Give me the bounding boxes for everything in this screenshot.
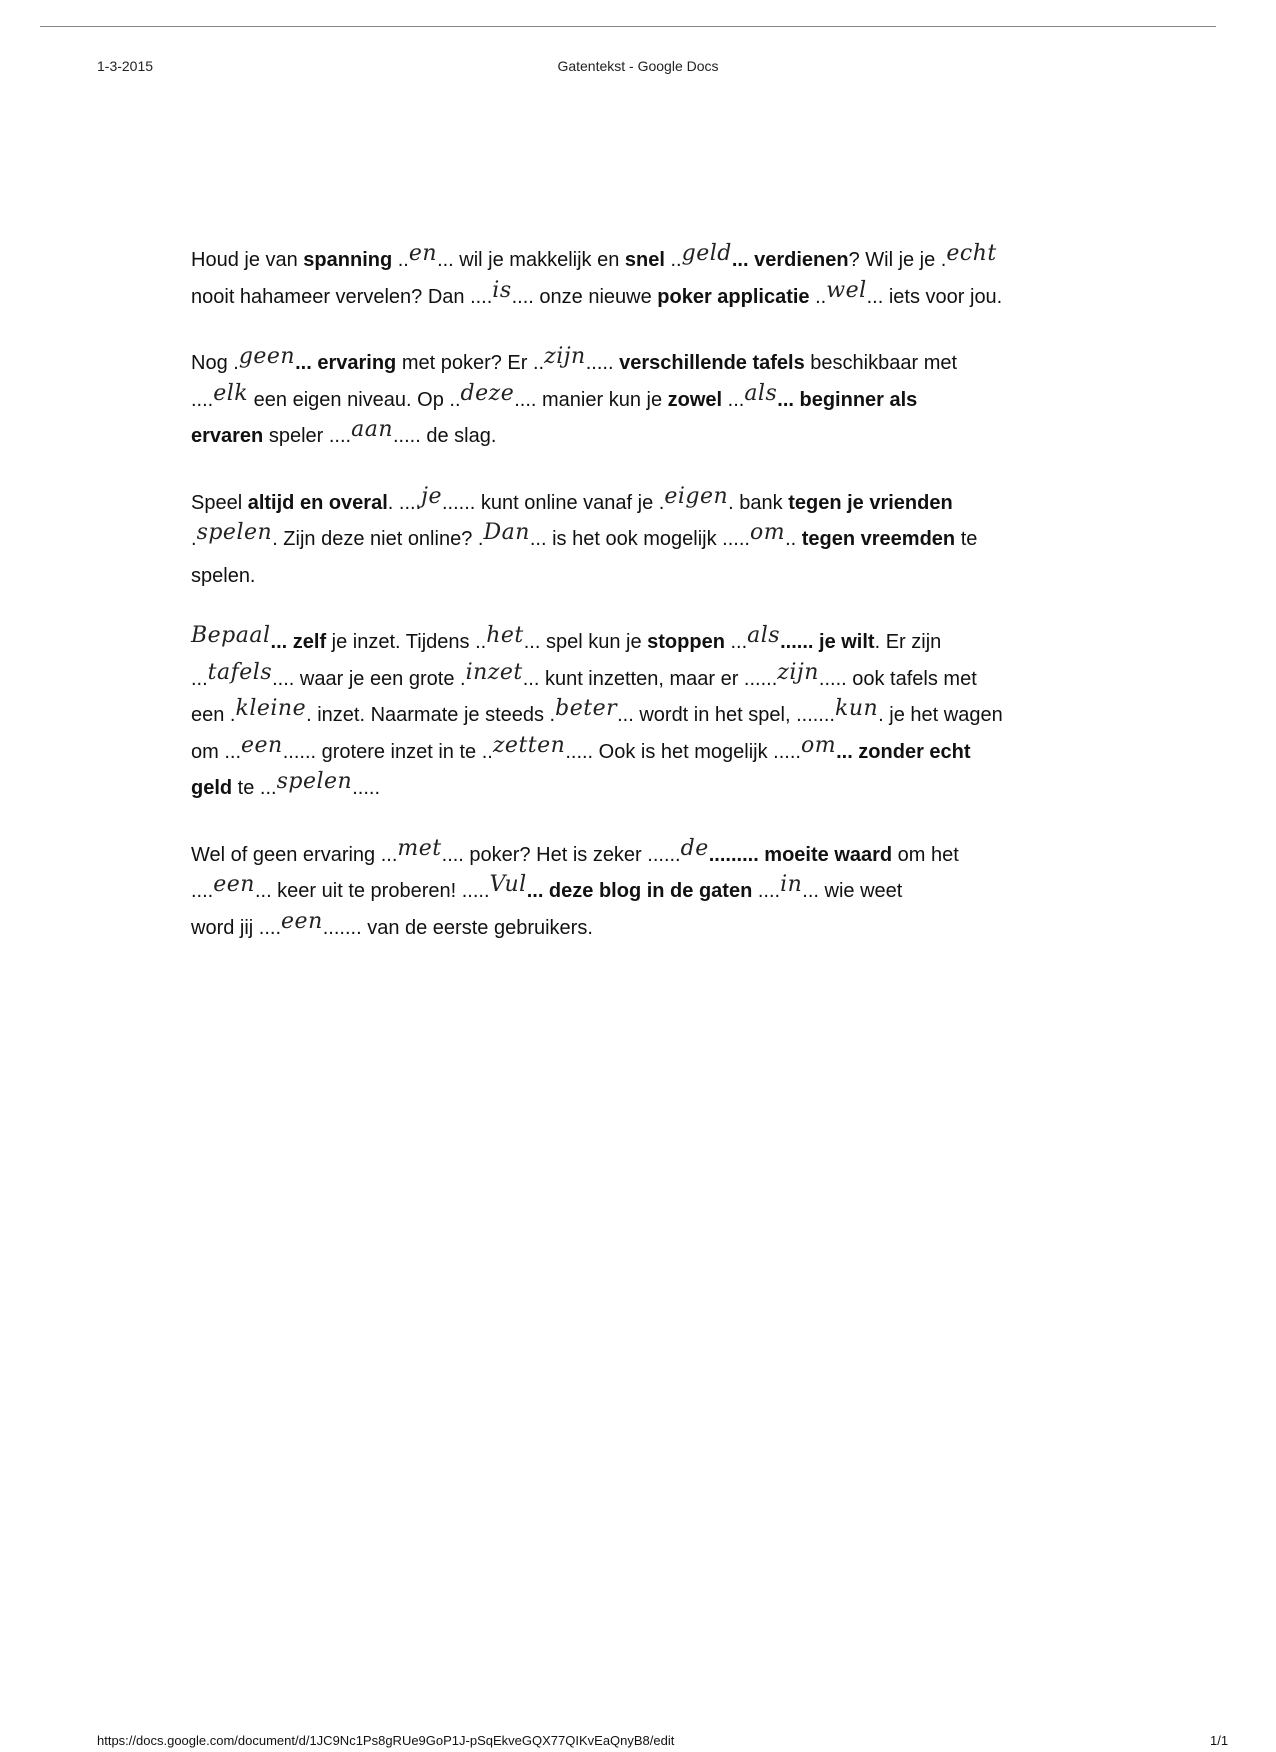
- text-segment: om ...: [191, 740, 242, 763]
- handwritten-answer: Dan: [483, 520, 530, 545]
- handwritten-answer: met: [397, 835, 442, 861]
- bold-text: altijd en overal: [247, 491, 388, 514]
- text-segment: ... iets voor jou.: [866, 285, 1003, 308]
- text-segment: met poker? Er ..: [396, 352, 545, 374]
- handwritten-answer: tafels: [207, 659, 273, 685]
- bold-text: ...... je wilt: [780, 631, 875, 653]
- text-segment: ..: [785, 528, 802, 550]
- text-segment: ...: [722, 388, 745, 411]
- document-body: [191, 242, 1151, 976]
- handwritten-answer: aan: [351, 417, 393, 442]
- text-segment: . ....: [387, 491, 422, 514]
- bold-text: ......... moeite waard: [708, 843, 893, 866]
- text-line: [191, 521, 1151, 558]
- handwritten-answer: inzet: [465, 659, 523, 685]
- text-segment: ... keer uit te proberen! .....: [254, 880, 490, 902]
- handwritten-answer: zetten: [492, 732, 566, 758]
- text-segment: een eigen niveau. Op ..: [248, 388, 461, 411]
- text-segment: ..: [809, 285, 827, 308]
- print-date: 1-3-2015: [97, 58, 154, 74]
- document-title: Gatentekst - Google Docs: [557, 58, 719, 74]
- handwritten-answer: de: [680, 835, 709, 861]
- handwritten-answer: is: [492, 277, 512, 303]
- handwritten-answer: zijn: [544, 344, 586, 369]
- text-segment: ..... de slag.: [393, 425, 497, 447]
- handwritten-answer: eigen: [664, 483, 729, 509]
- bold-text: geld: [191, 777, 233, 799]
- text-segment: . je het wagen: [878, 704, 1003, 726]
- handwritten-answer: spelen: [196, 520, 273, 545]
- bold-text: stoppen: [647, 631, 725, 653]
- bold-text: ... zonder echt: [836, 740, 971, 763]
- text-segment: .... onze nieuwe: [511, 285, 658, 308]
- handwritten-answer: in: [780, 872, 803, 897]
- text-segment: .: [191, 528, 197, 550]
- text-segment: word jij ....: [191, 916, 282, 939]
- handwritten-answer: beter: [555, 696, 618, 721]
- handwritten-answer: een: [241, 732, 283, 758]
- text-segment: ... wie weet: [802, 880, 903, 902]
- bold-text: spanning: [303, 249, 393, 271]
- paragraph-1: [191, 242, 1151, 315]
- text-line: [191, 279, 1151, 316]
- text-segment: beschikbaar met: [804, 352, 958, 374]
- bold-text: tegen vreemden: [801, 528, 956, 550]
- handwritten-answer: een: [281, 908, 323, 934]
- document-url: https://docs.google.com/document/d/1JC9Nc1Ps8gRUe9GoP1J-pSqEkveGQX77QIKvEaQnyB8/edit: [97, 1733, 675, 1748]
- handwritten-answer: geen: [238, 344, 296, 369]
- text-segment: .... manier kun je: [514, 388, 668, 411]
- text-segment: .....: [585, 352, 620, 374]
- text-segment: ...: [191, 667, 208, 690]
- bold-text: ... verdienen: [731, 249, 849, 271]
- text-line: [191, 873, 1151, 910]
- page-number: 1/1: [1210, 1733, 1229, 1748]
- text-segment: te ...: [232, 777, 277, 799]
- paragraph-5: [191, 837, 1151, 947]
- text-segment: ....: [191, 388, 214, 411]
- text-segment: ..... Ook is het mogelijk .....: [565, 740, 801, 763]
- text-line: [191, 624, 1151, 661]
- text-segment: ...: [724, 631, 748, 653]
- handwritten-answer: je: [421, 483, 442, 509]
- text-segment: ... wil je makkelijk en: [437, 249, 625, 271]
- handwritten-answer: kleine: [235, 696, 307, 721]
- text-segment: om het: [892, 843, 959, 866]
- text-segment: een .: [191, 704, 236, 726]
- handwritten-answer: Bepaal: [191, 623, 271, 648]
- text-segment: ....... van de eerste gebruikers.: [322, 916, 593, 939]
- text-segment: Nog .: [191, 352, 239, 374]
- bold-text: tegen je vrienden: [788, 491, 953, 514]
- bold-text: ... ervaring: [295, 352, 397, 374]
- text-segment: ... wordt in het spel, .......: [617, 704, 835, 726]
- text-line: [191, 558, 1151, 595]
- text-segment: . Er zijn: [874, 631, 942, 653]
- text-line: [191, 382, 1151, 419]
- text-line: [191, 697, 1151, 734]
- paragraph-2: [191, 345, 1151, 455]
- text-segment: je inzet. Tijdens ..: [326, 631, 487, 653]
- text-segment: ..: [392, 249, 409, 271]
- paragraph-3: [191, 485, 1151, 595]
- text-segment: ... is het ook mogelijk .....: [529, 528, 750, 550]
- text-segment: ..... ook tafels met: [818, 667, 977, 690]
- handwritten-answer: het: [486, 623, 524, 648]
- text-line: [191, 661, 1151, 698]
- text-segment: Speel: [191, 491, 248, 514]
- text-line: [191, 345, 1151, 382]
- bold-text: ... beginner als: [777, 388, 918, 411]
- text-segment: Wel of geen ervaring ...: [191, 843, 398, 866]
- text-line: [191, 770, 1151, 807]
- handwritten-answer: een: [213, 872, 255, 897]
- text-line: [191, 837, 1151, 874]
- text-segment: ..: [664, 249, 682, 271]
- text-line: [191, 734, 1151, 771]
- text-line: [191, 910, 1151, 947]
- text-segment: .... poker? Het is zeker ......: [441, 843, 681, 866]
- text-segment: ... kunt inzetten, maar er ......: [522, 667, 778, 690]
- text-segment: te: [955, 528, 978, 550]
- text-segment: ... spel kun je: [523, 631, 648, 653]
- text-segment: ...... grotere inzet in te ..: [282, 740, 493, 763]
- handwritten-answer: kun: [834, 696, 879, 721]
- text-segment: speler ....: [263, 425, 352, 447]
- top-rule: [40, 26, 1216, 27]
- bold-text: snel: [624, 249, 665, 271]
- text-segment: spelen.: [191, 564, 256, 587]
- text-segment: . bank: [728, 491, 789, 514]
- handwritten-answer: spelen: [276, 769, 353, 794]
- text-segment: ? Wil je je .: [848, 249, 947, 271]
- text-line: [191, 485, 1151, 522]
- handwritten-answer: deze: [460, 380, 515, 406]
- text-segment: .... waar je een grote .: [272, 667, 466, 690]
- text-segment: ....: [752, 880, 781, 902]
- text-segment: ....: [191, 880, 214, 902]
- bold-text: zowel: [667, 388, 723, 411]
- handwritten-answer: als: [747, 623, 781, 648]
- text-line: [191, 418, 1151, 455]
- bold-text: ... zelf: [270, 631, 327, 653]
- handwritten-answer: Vul: [489, 872, 527, 897]
- paragraph-4: [191, 624, 1151, 807]
- text-segment: nooit hahameer vervelen? Dan ....: [191, 285, 493, 308]
- text-segment: ...... kunt online vanaf je .: [441, 491, 665, 514]
- bold-text: poker applicatie: [657, 285, 810, 308]
- handwritten-answer: geld: [681, 241, 732, 266]
- bold-text: ervaren: [191, 425, 264, 447]
- handwritten-answer: zijn: [777, 659, 819, 685]
- handwritten-answer: om: [800, 732, 837, 758]
- bold-text: verschillende tafels: [619, 352, 805, 374]
- handwritten-answer: en: [408, 241, 438, 266]
- handwritten-answer: elk: [213, 380, 249, 406]
- handwritten-answer: om: [749, 520, 786, 545]
- text-segment: . inzet. Naarmate je steeds .: [306, 704, 556, 726]
- handwritten-answer: wel: [826, 277, 867, 303]
- text-segment: . Zijn deze niet online? .: [272, 528, 484, 550]
- bold-text: ... deze blog in de gaten: [526, 880, 753, 902]
- text-line: [191, 242, 1151, 279]
- handwritten-answer: echt: [946, 241, 997, 266]
- handwritten-answer: als: [744, 380, 778, 406]
- text-segment: .....: [352, 777, 381, 799]
- text-segment: Houd je van: [191, 249, 304, 271]
